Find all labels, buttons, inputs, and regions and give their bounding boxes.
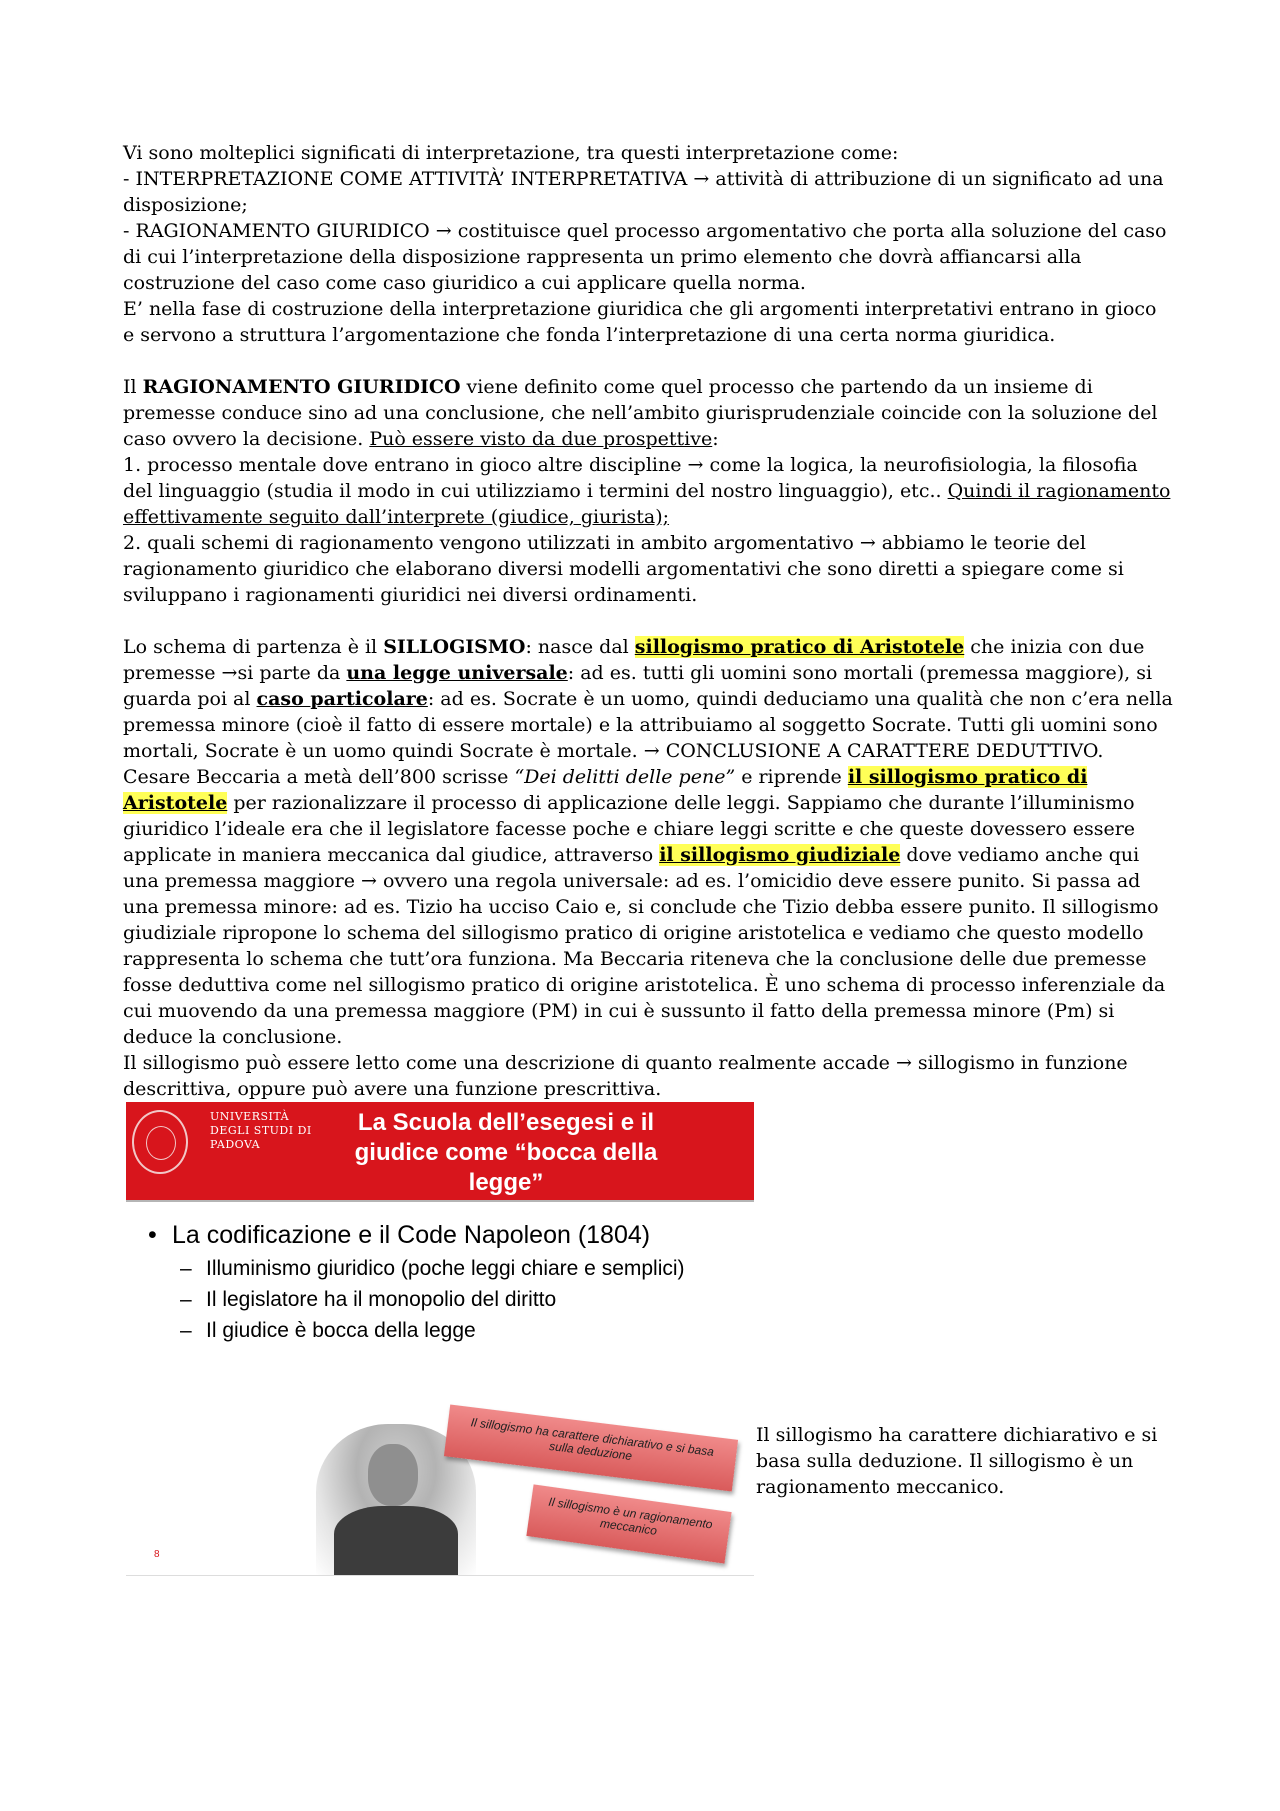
italic-title: “Dei delitti delle pene” — [514, 766, 736, 788]
text-run: viene definito come quel processo che partendo da un insieme di premesse conduce sino ad una conclusione, che nell’ambito giurisprudenziale coincide con la soluzione del caso ovvero la decisione. — [123, 376, 1158, 450]
slide-sub-item: – Il giudice è bocca della legge — [144, 1317, 744, 1344]
intro-line-2: - INTERPRETAZIONE COME ATTIVITÀ’ INTERPRETATIVA → attività di attribuzione di un significato ad una disposizione; — [123, 168, 1164, 216]
ragionamento-paragraph — [123, 374, 1173, 452]
text-run: per razionalizzare il processo di applicazione delle leggi. Sappiamo che durante l’illuminismo giuridico l’ideale era che il legislatore facesse poche e chiare leggi scritte e che queste dovessero essere applicate in maniera meccanica dal giudice, attraverso — [123, 792, 1136, 866]
slide-bullet: • La codificazione e il Code Napoleon (1804) — [144, 1220, 744, 1251]
bold-term: SILLOGISMO — [383, 636, 526, 658]
university-name: UNIVERSITÀ DEGLI STUDI DI PADOVA — [210, 1110, 312, 1151]
slide-page-number: 8 — [154, 1549, 160, 1560]
portrait-face — [368, 1444, 418, 1506]
bold-term: RAGIONAMENTO GIURIDICO — [142, 376, 461, 398]
text-run: dove vediamo anche qui una premessa maggiore → ovvero una regola universale: ad es. l’omicidio deve essere punito. Si passa ad una premessa minore: ad es. Tizio ha ucciso Caio e, si conclude che Tizio debba essere punito. Il sillogismo giudiziale ripropone lo schema del sillogismo pratico di origine aristotelica e vediamo che questo modello rappresenta lo schema che tutt’ora funziona. Ma Beccaria riteneva che la conclusione delle due premesse fosse deduttiva come nel sillogismo pratico di origine aristotelica. È uno schema di processo inferenziale da cui muovendo da una premessa maggiore (PM) in cui è sussunto il fatto della premessa minore (Pm) si deduce la conclusione. — [123, 844, 1166, 1048]
intro-line-1: Vi sono molteplici significati di interpretazione, tra questi interpretazione come: — [123, 142, 899, 164]
funzione-paragraph: Il sillogismo può essere letto come una descrizione di quanto realmente accade → sillogismo in funzione descrittiva, oppure può avere una funzione prescrittiva. — [123, 1052, 1128, 1100]
beccaria-paragraph — [123, 764, 1173, 1050]
slide-title: La Scuola dell’esegesi e il giudice come “bocca della legge” — [354, 1109, 658, 1196]
highlighted-text: il sillogismo giudiziale — [659, 844, 901, 866]
bold-underlined-text: caso particolare — [256, 688, 428, 710]
slide-header — [126, 1102, 754, 1202]
university-seal-icon — [132, 1110, 188, 1174]
text-run: : ad es. Socrate è un uomo, quindi deduciamo una qualità che non c’era nella premessa minore (cioè il fatto di essere mortale) e la attribuiamo al soggetto Socrate. Tutti gli uomini sono mortali, Socrate è un uomo quindi Socrate è mortale. → CONCLUSIONE A CARATTERE DEDUTTIVO. — [123, 688, 1173, 762]
slide-body — [144, 1220, 744, 1344]
underlined-text: Può essere visto da due prospettive — [369, 428, 713, 450]
side-note: Il sillogismo ha carattere dichiarativo e si basa sulla deduzione. Il sillogismo è un ragionamento meccanico. — [756, 1424, 1158, 1498]
text-run: : ad es. tutti gli uomini sono mortali (premessa maggiore), si guarda poi al — [123, 662, 1153, 710]
text-run: : nasce dal — [525, 636, 635, 658]
text-run: Cesare Beccaria a metà dell’800 scrisse — [123, 766, 515, 788]
portrait-body — [334, 1506, 458, 1576]
text-run: Il — [123, 376, 143, 398]
text-run: che inizia con due premesse →si parte da — [123, 636, 1145, 684]
text-run: : — [712, 428, 719, 450]
text-run: 1. processo mentale dove entrano in gioco altre discipline → come la logica, la neurofisiologia, la filosofia del linguaggio (studia il modo in cui utilizziamo i termini del nostro linguaggio), etc.. — [123, 454, 1138, 502]
point-1 — [123, 452, 1173, 530]
document-page — [123, 140, 1173, 1580]
point-2: 2. quali schemi di ragionamento vengono utilizzati in ambito argomentativo → abbiamo le teorie del ragionamento giuridico che elaborano diversi modelli argomentativi che sono diretti a spiegare come si sviluppano i ragionamenti giuridici nei diversi ordinamenti. — [123, 532, 1124, 606]
callout-meccanico: Il sillogismo è un ragionamento meccanico — [526, 1484, 731, 1563]
text-run: Lo schema di partenza è il — [123, 636, 384, 658]
bold-underlined-text: una legge universale — [346, 662, 568, 684]
slide-sub-item: – Il legislatore ha il monopolio del diritto — [144, 1286, 744, 1313]
slide-sub-item: – Illuminismo giuridico (poche leggi chiare e semplici) — [144, 1255, 744, 1282]
intro-line-4: E’ nella fase di costruzione della interpretazione giuridica che gli argomenti interpretativi entrano in gioco e servono a struttura l’argomentazione che fonda l’interpretazione di una certa norma giuridica. — [123, 298, 1157, 346]
text-run: e riprende — [735, 766, 848, 788]
highlighted-text: sillogismo pratico di Aristotele — [634, 636, 965, 658]
slide-image — [126, 1102, 754, 1576]
slide-section — [123, 1102, 1173, 1580]
sillogismo-paragraph — [123, 634, 1173, 764]
highlighted-text: il sillogismo pratico di Aristotele — [123, 766, 1088, 814]
intro-line-3: - RAGIONAMENTO GIURIDICO → costituisce quel processo argomentativo che porta alla soluzione del caso di cui l’interpretazione della disposizione rappresenta un primo elemento che dovrà affiancarsi alla costruzione del caso come caso giuridico a cui applicare quella norma. — [123, 220, 1167, 294]
callout-dichiarativo: Il sillogismo ha carattere dichiarativo e si basa sulla deduzione — [444, 1405, 738, 1492]
underlined-text: Quindi il ragionamento effettivamente seguito dall’interprete (giudice, giurista); — [123, 480, 1171, 528]
